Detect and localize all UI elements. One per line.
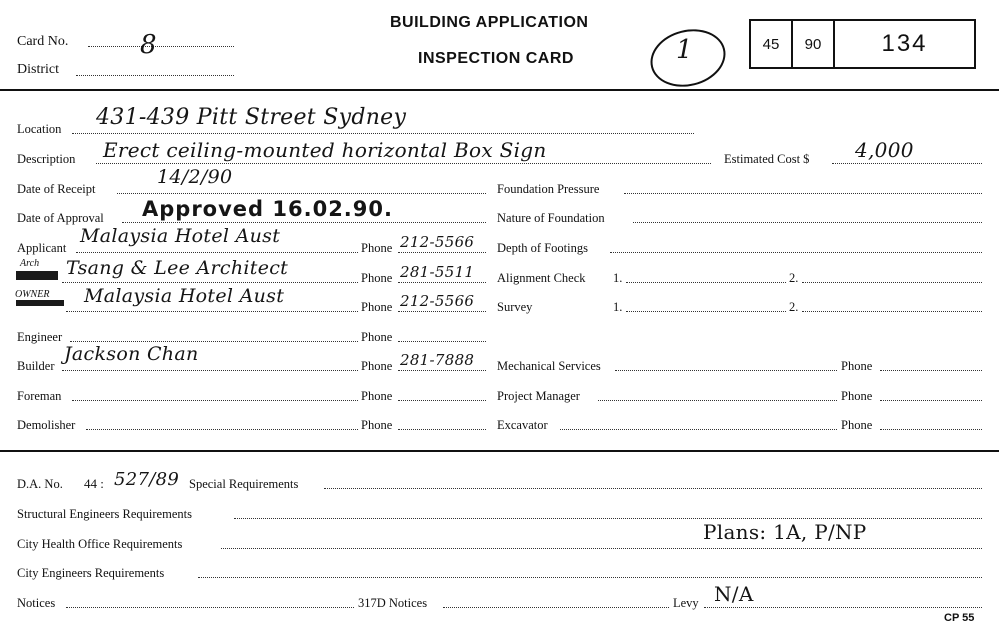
- date-of-receipt-label: Date of Receipt: [17, 182, 96, 196]
- excavator-phone-line: [880, 429, 982, 430]
- owner-value: Malaysia Hotel Aust: [84, 285, 285, 307]
- foreman-phone-label: Phone: [361, 389, 393, 403]
- survey-num1: 1.: [613, 300, 623, 314]
- city-health-line: [221, 548, 982, 549]
- excavator-phone-label: Phone: [841, 418, 873, 432]
- alignment-check-line1: [626, 282, 786, 283]
- location-label: Location: [17, 122, 62, 136]
- district-label: District: [17, 62, 59, 77]
- ref-box-3: 134: [881, 30, 928, 57]
- circled-mark: 1: [676, 35, 693, 65]
- applicant-phone: 212-5566: [400, 233, 475, 251]
- excavator-label: Excavator: [497, 418, 548, 432]
- nature-of-foundation-line: [633, 222, 982, 223]
- demolisher-label: Demolisher: [17, 418, 76, 432]
- project-manager-line: [598, 400, 837, 401]
- estimated-cost-label: Estimated Cost $: [724, 152, 810, 166]
- foundation-pressure-line: [624, 193, 982, 194]
- mechanical-services-phone-line: [880, 370, 982, 371]
- city-health-label: City Health Office Requirements: [17, 537, 183, 551]
- description-label: Description: [17, 152, 76, 166]
- builder-line: [62, 370, 358, 371]
- applicant-phone-line: [398, 252, 486, 253]
- architect-line: [62, 282, 358, 283]
- builder-value: Jackson Chan: [64, 343, 199, 365]
- notices-317d-label: 317D Notices: [358, 596, 428, 610]
- depth-of-footings-line: [610, 252, 982, 253]
- builder-phone-label: Phone: [361, 359, 393, 373]
- alignment-check-num1: 1.: [613, 271, 623, 285]
- notices-317d-line: [443, 607, 669, 608]
- depth-of-footings-label: Depth of Footings: [497, 241, 588, 255]
- owner-phone: 212-5566: [400, 292, 475, 310]
- engineer-phone-line: [398, 341, 486, 342]
- da-no-label: D.A. No.: [17, 477, 63, 491]
- builder-phone: 281-7888: [400, 351, 475, 369]
- alignment-check-num2: 2.: [789, 271, 799, 285]
- card-no-value: 8: [140, 30, 157, 60]
- foreman-label: Foreman: [17, 389, 62, 403]
- card-no-label: Card No.: [17, 34, 69, 49]
- engineer-line: [70, 341, 358, 342]
- date-of-receipt-line: [117, 193, 486, 194]
- demolisher-phone-label: Phone: [361, 418, 393, 432]
- alignment-check-line2: [802, 282, 982, 283]
- form-code: CP 55: [944, 612, 975, 624]
- architect-phone-label: Phone: [361, 271, 393, 285]
- project-manager-phone-line: [880, 400, 982, 401]
- card-no-line: [88, 46, 234, 47]
- project-manager-label: Project Manager: [497, 389, 580, 403]
- scribble-mark: [16, 300, 64, 306]
- foreman-line: [72, 400, 358, 401]
- applicant-phone-label: Phone: [361, 241, 393, 255]
- date-of-receipt-value: 14/2/90: [157, 166, 233, 188]
- nature-of-foundation-label: Nature of Foundation: [497, 211, 605, 225]
- engineer-label: Engineer: [17, 330, 63, 344]
- owner-phone-line: [398, 311, 486, 312]
- location-value: 431-439 Pitt Street Sydney: [96, 105, 407, 130]
- title-line2: INSPECTION CARD: [418, 50, 574, 67]
- survey-line1: [626, 311, 786, 312]
- notices-label: Notices: [17, 596, 56, 610]
- district-line: [76, 75, 234, 76]
- applicant-value: Malaysia Hotel Aust: [80, 225, 281, 247]
- foreman-phone-line: [398, 400, 486, 401]
- estimated-cost-value: 4,000: [855, 138, 914, 162]
- estimated-cost-line: [832, 163, 982, 164]
- owner-line: [66, 311, 358, 312]
- date-of-approval-label: Date of Approval: [17, 211, 104, 225]
- mechanical-services-phone-label: Phone: [841, 359, 873, 373]
- mechanical-services-label: Mechanical Services: [497, 359, 601, 373]
- foundation-pressure-label: Foundation Pressure: [497, 182, 600, 196]
- owner-annotation: OWNER: [15, 289, 50, 300]
- city-engineers-line: [198, 577, 982, 578]
- location-line: [72, 133, 694, 134]
- architect-phone: 281-5511: [400, 263, 475, 281]
- ref-box-1: 45: [751, 21, 793, 67]
- section-divider: [0, 450, 999, 452]
- title-line1: BUILDING APPLICATION: [390, 14, 589, 31]
- description-value: Erect ceiling-mounted horizontal Box Sign: [103, 138, 547, 162]
- structural-engineers-line: [234, 518, 982, 519]
- special-requirements-line: [324, 488, 982, 489]
- architect-phone-line: [398, 282, 486, 283]
- builder-label: Builder: [17, 359, 55, 373]
- date-of-approval-line: [122, 222, 486, 223]
- survey-line2: [802, 311, 982, 312]
- applicant-label: Applicant: [17, 241, 67, 255]
- city-engineers-label: City Engineers Requirements: [17, 566, 165, 580]
- project-manager-phone-label: Phone: [841, 389, 873, 403]
- survey-num2: 2.: [789, 300, 799, 314]
- engineer-phone-label: Phone: [361, 330, 393, 344]
- special-requirements-label: Special Requirements: [189, 477, 299, 491]
- levy-label: Levy: [673, 596, 699, 610]
- mechanical-services-line: [615, 370, 837, 371]
- description-line: [96, 163, 711, 164]
- demolisher-phone-line: [398, 429, 486, 430]
- owner-phone-label: Phone: [361, 300, 393, 314]
- architect-value: Tsang & Lee Architect: [66, 257, 289, 279]
- demolisher-line: [86, 429, 358, 430]
- header-divider: [0, 89, 999, 91]
- reference-box: [749, 19, 976, 69]
- da-no-value: 527/89: [114, 469, 180, 490]
- alignment-check-label: Alignment Check: [497, 271, 586, 285]
- scribble-mark: [16, 271, 58, 280]
- builder-phone-line: [398, 370, 486, 371]
- excavator-line: [560, 429, 837, 430]
- structural-engineers-label: Structural Engineers Requirements: [17, 507, 192, 521]
- applicant-line: [76, 252, 358, 253]
- survey-label: Survey: [497, 300, 533, 314]
- city-health-value: Plans: 1A, P/NP: [703, 520, 867, 544]
- notices-line: [66, 607, 354, 608]
- ref-box-2: 90: [793, 21, 835, 67]
- levy-line: [704, 607, 982, 608]
- date-of-approval-value: Approved 16.02.90.: [142, 197, 393, 221]
- architect-annotation: Arch: [20, 258, 40, 269]
- levy-value: N/A: [714, 582, 754, 606]
- da-no-prefix: 44 :: [84, 476, 104, 491]
